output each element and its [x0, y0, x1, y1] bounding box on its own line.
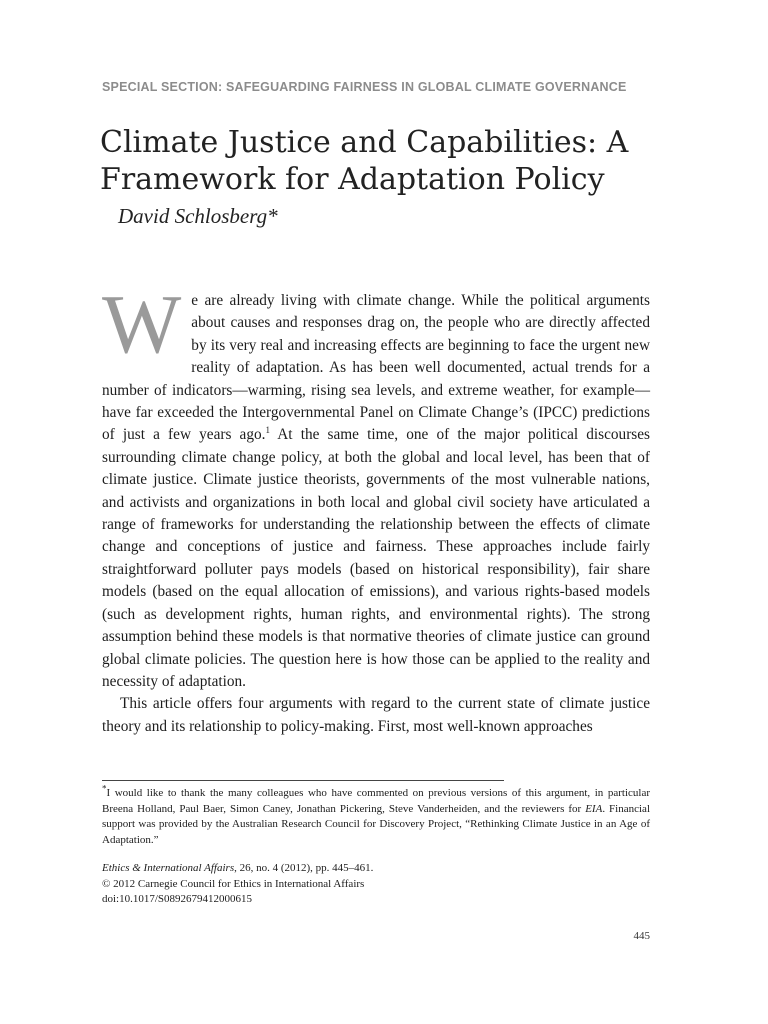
paragraph-1-rest: At the same time, one of the major political discourses surrounding climate change policy, at both the global and local level, has been that of climate justice. Climate justice theorists, governments of the most vulnerable nations, and activists and organizations in both local and global civil society have articulated a range of frameworks for understanding the relationship between the effects of climate change and conceptions of justice and fairness. These approaches include fairly straightforward polluter pays models (based on historical responsibility), fair share models (based on the equal allocation of emissions), and various rights-based models (such as development rights, human rights, and environmental rights). The strong assumption behind these models is that normative theories of climate justice can ground global climate policies. The question here is how those can be applied to the reality and necessity of adaptation.	[102, 426, 650, 690]
paragraph-1-text: e are already living with climate change. While the political arguments about causes and responses drag on, the people who are directly affected by its very real and increasing effects are beginning to face the urgent new reality of adaptation. As has been well documented, actual trends for a number of indicators—warming, rising sea levels, and extreme weather, for example—have far exceeded the Intergovernmental Panel on Climate Change’s (IPCC) predictions of just a few years ago.	[102, 292, 650, 444]
footnote-marker: *	[102, 783, 107, 794]
citation-block	[102, 861, 502, 908]
footnote-divider	[102, 780, 504, 781]
section-label: SPECIAL SECTION: SAFEGUARDING FAIRNESS IN GLOBAL CLIMATE GOVERNANCE	[102, 80, 627, 94]
author-name: David Schlosberg*	[118, 204, 278, 228]
journal-name: Ethics & International Affairs	[102, 862, 235, 874]
copyright-line: © 2012 Carnegie Council for Ethics in International Affairs	[102, 877, 365, 890]
article-body	[102, 278, 650, 738]
paragraph-1	[102, 278, 650, 693]
journal-details: , 26, no. 4 (2012), pp. 445–461.	[234, 862, 374, 874]
footnote-text-a: I would like to thank the many colleagues who have commented on previous versions of this argument, in particular Breena Holland, Paul Baer, Simon Caney, Jonathan Pickering, Steve Vanderheiden, and the reviewers for	[102, 787, 650, 815]
page-number: 445	[633, 930, 650, 942]
drop-cap: W	[102, 278, 182, 371]
footnote-text	[102, 783, 650, 848]
footnote	[102, 783, 650, 848]
footnote-ref-1[interactable]: 1	[265, 425, 270, 436]
footnote-emphasis: EIA	[585, 802, 603, 815]
paragraph-2: This article offers four arguments with regard to the current state of climate justice theory and its relationship to policy-making. First, most well-known approaches	[102, 695, 650, 735]
journal-citation	[102, 861, 502, 877]
doi-line[interactable]: doi:10.1017/S0892679412000615	[102, 893, 253, 906]
footnote-text-b: . Financial support was provided by the Australian Research Council for Discovery Project, “Rethinking Climate Justice in an Age of Adaptation.”	[102, 802, 650, 846]
article-title: Climate Justice and Capabilities: A Framework for Adaptation Policy	[100, 125, 629, 197]
